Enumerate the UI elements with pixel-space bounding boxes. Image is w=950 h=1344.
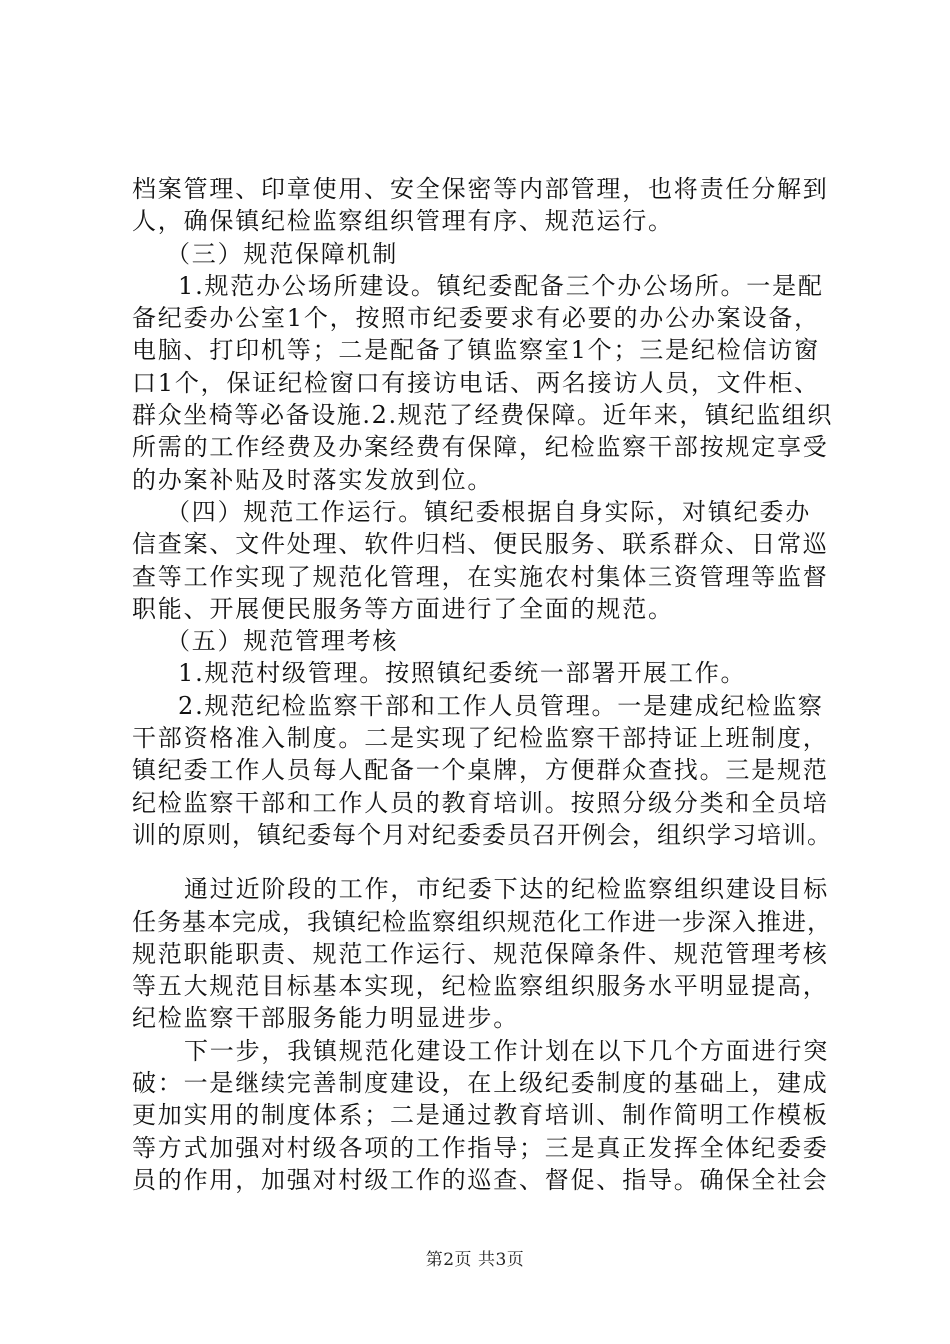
- text-line: 备纪委办公室1个，按照市纪委要求有必要的办公办案设备，: [132, 304, 820, 333]
- text-line: 所需的工作经费及办案经费有保障，纪检监察干部按规定享受: [132, 433, 829, 462]
- text-line: 等五大规范目标基本实现，纪检监察组织服务水平明显提高，: [132, 972, 829, 1001]
- text-line: 员的作用，加强对村级工作的巡查、督促、指导。确保全社会: [132, 1165, 829, 1194]
- text-line: （四）规范工作运行。镇纪委根据自身实际，对镇纪委办: [166, 497, 811, 526]
- text-line: 2.规范纪检监察干部和工作人员管理。一是建成纪检监察: [178, 691, 824, 720]
- paragraph-spacer: [132, 851, 832, 873]
- text-line: 破：一是继续完善制度建设，在上级纪委制度的基础上，建成: [132, 1069, 829, 1098]
- text-line: 任务基本完成，我镇纪检监察组织规范化工作进一步深入推进，: [132, 907, 832, 936]
- text-line: 职能、开展便民服务等方面进行了全面的规范。: [132, 594, 674, 623]
- paragraph-staff-management: [132, 690, 832, 851]
- paragraph-village-management: [132, 657, 832, 689]
- text-line: 电脑、打印机等；二是配备了镇监察室1个；三是纪检信访窗: [132, 336, 820, 365]
- paragraph-office-sites: [132, 270, 832, 496]
- text-line: 档案管理、印章使用、安全保密等内部管理，也将责任分解到: [132, 175, 829, 203]
- text-line: 规范职能职责、规范工作运行、规范保障条件、规范管理考核: [132, 939, 829, 968]
- text-line: 更加实用的制度体系；二是通过教育培训、制作简明工作模板: [132, 1101, 829, 1130]
- text-line: 下一步，我镇规范化建设工作计划在以下几个方面进行突: [184, 1036, 829, 1065]
- text-line: 干部资格准入制度。二是实现了纪检监察干部持证上班制度，: [132, 724, 829, 753]
- document-body: [132, 173, 832, 1196]
- text-line: 口1个，保证纪检窗口有接访电话、两名接访人员，文件柜、: [132, 368, 820, 397]
- text-line: 群众坐椅等必备设施.2.规范了经费保障。近年来，镇纪监组织: [132, 401, 833, 430]
- text-line: （三）规范保障机制: [166, 239, 399, 268]
- page-footer: 第2页 共3页: [425, 1250, 525, 1270]
- text-line: （五）规范管理考核: [166, 627, 399, 656]
- text-line: 的办案补贴及时落实发放到位。: [132, 465, 494, 494]
- text-line: 纪检监察干部服务能力明显进步。: [132, 1004, 519, 1033]
- text-line: 纪检监察干部和工作人员的教育培训。按照分级分类和全员培: [132, 788, 829, 817]
- text-line: 人，确保镇纪检监察组织管理有序、规范运行。: [132, 207, 674, 236]
- text-line: 等方式加强对村级各项的工作指导；三是真正发挥全体纪委委: [132, 1133, 829, 1162]
- paragraph-summary: [132, 873, 832, 1034]
- section-heading-5: [132, 625, 832, 657]
- text-line: 1.规范办公场所建设。镇纪委配备三个办公场所。一是配: [178, 271, 824, 300]
- text-line: 训的原则，镇纪委每个月对纪委委员召开例会，组织学习培训。: [132, 820, 832, 849]
- text-line: 查等工作实现了规范化管理，在实施农村集体三资管理等监督: [132, 562, 829, 591]
- text-line: 镇纪委工作人员每人配备一个桌牌，方便群众查找。三是规范: [132, 756, 829, 785]
- text-line: 信查案、文件处理、软件归档、便民服务、联系群众、日常巡: [132, 530, 829, 559]
- paragraph-continuation: [132, 173, 832, 238]
- text-line: 通过近阶段的工作，市纪委下达的纪检监察组织建设目标: [184, 875, 829, 904]
- paragraph-next-steps: [132, 1035, 832, 1196]
- text-line: 1.规范村级管理。按照镇纪委统一部署开展工作。: [178, 659, 747, 688]
- paragraph-work-operation: [132, 496, 832, 625]
- section-heading-3: [132, 238, 832, 270]
